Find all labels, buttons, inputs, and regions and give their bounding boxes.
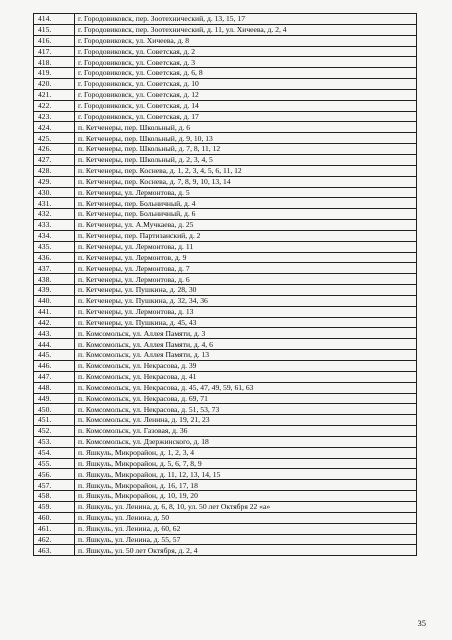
row-number: 421. (34, 89, 75, 100)
row-address: п. Яшкуль, ул. Ленина, д. 6, 8, 10, ул. 50 лет Октября 22 «а» (75, 501, 417, 512)
row-address: п. Кетченеры, ул. Лермонтов, д. 9 (75, 252, 417, 263)
row-number: 438. (34, 274, 75, 285)
table-row (34, 426, 417, 437)
table-row (34, 436, 417, 447)
table-row (34, 404, 417, 415)
row-address: п. Кетченеры, пер. Школьный, д. 7, 8, 11, 12 (75, 144, 417, 155)
row-address: п. Комсомольск, ул. Аллея Памяти, д. 3 (75, 328, 417, 339)
row-number: 451. (34, 415, 75, 426)
row-number: 444. (34, 339, 75, 350)
table-row (34, 111, 417, 122)
row-number: 416. (34, 35, 75, 46)
row-number: 457. (34, 480, 75, 491)
table-row (34, 285, 417, 296)
row-address: г. Городовиковск, ул. Советская, д. 12 (75, 89, 417, 100)
row-address: п. Яшкуль, Микрорайон, д. 11, 12, 13, 14, 15 (75, 469, 417, 480)
row-number: 447. (34, 371, 75, 382)
table-row (34, 295, 417, 306)
row-address: г. Городовиковск, ул. Советская, д. 3 (75, 57, 417, 68)
row-number: 427. (34, 154, 75, 165)
table-row (34, 350, 417, 361)
row-address: п. Комсомольск, ул. Некрасова, д. 41 (75, 371, 417, 382)
table-row (34, 198, 417, 209)
row-address: п. Кетченеры, ул. Лермонтова, д. 5 (75, 187, 417, 198)
row-address: п. Комсомольск, ул. Газовая, д. 36 (75, 426, 417, 437)
row-address: п. Кетченеры, ул. А.Мучкаева, д. 25 (75, 220, 417, 231)
table-row (34, 447, 417, 458)
row-address: п. Кетченеры, пер. Партизанский, д. 2 (75, 230, 417, 241)
table-row (34, 133, 417, 144)
table-row (34, 68, 417, 79)
table-row (34, 361, 417, 372)
row-address: г. Городовиковск, ул. Хичеева, д. 8 (75, 35, 417, 46)
row-address: г. Городовиковск, пер. Зоотехнический, д. 13, 15, 17 (75, 14, 417, 25)
row-address: п. Кетченеры, пер. Школьный, д. 9, 10, 13 (75, 133, 417, 144)
row-number: 425. (34, 133, 75, 144)
table-row (34, 209, 417, 220)
row-address: п. Яшкуль, ул. 50 лет Октября, д. 2, 4 (75, 545, 417, 556)
table-row (34, 220, 417, 231)
row-number: 442. (34, 317, 75, 328)
row-address: п. Кетченеры, ул. Пушкина, д. 45, 43 (75, 317, 417, 328)
table-row (34, 458, 417, 469)
row-address: п. Кетченеры, пер. Коснева, д. 7, 8, 9, 10, 13, 14 (75, 176, 417, 187)
row-address: п. Комсомольск, ул. Ленина, д. 19, 21, 23 (75, 415, 417, 426)
row-address: п. Яшкуль, Микрорайон, д. 1, 2, 3, 4 (75, 447, 417, 458)
row-address: г. Городовиковск, ул. Советская, д. 14 (75, 100, 417, 111)
table-row (34, 144, 417, 155)
row-number: 436. (34, 252, 75, 263)
table-row (34, 523, 417, 534)
row-number: 453. (34, 436, 75, 447)
table-row (34, 415, 417, 426)
table-row (34, 57, 417, 68)
row-number: 439. (34, 285, 75, 296)
row-number: 462. (34, 534, 75, 545)
row-address: п. Кетченеры, пер. Коснева, д. 1, 2, 3, 4, 5, 6, 11, 12 (75, 165, 417, 176)
table-row (34, 122, 417, 133)
row-address: п. Комсомольск, ул. Некрасова, д. 69, 71 (75, 393, 417, 404)
row-address: г. Городовиковск, ул. Советская, д. 10 (75, 79, 417, 90)
table-row (34, 480, 417, 491)
row-number: 435. (34, 241, 75, 252)
row-number: 454. (34, 447, 75, 458)
row-number: 434. (34, 230, 75, 241)
row-address: п. Комсомольск, ул. Некрасова, д. 45, 47, 49, 59, 61, 63 (75, 382, 417, 393)
row-number: 446. (34, 361, 75, 372)
row-number: 429. (34, 176, 75, 187)
table-row (34, 534, 417, 545)
row-number: 460. (34, 512, 75, 523)
row-address: п. Яшкуль, ул. Ленина, д. 60, 62 (75, 523, 417, 534)
row-number: 452. (34, 426, 75, 437)
row-address: п. Комсомольск, ул. Некрасова, д. 39 (75, 361, 417, 372)
row-number: 461. (34, 523, 75, 534)
row-address: п. Кетченеры, пер. Школьный, д. 6 (75, 122, 417, 133)
row-number: 414. (34, 14, 75, 25)
table-row (34, 241, 417, 252)
row-address: п. Яшкуль, Микрорайон, д. 10, 19, 20 (75, 491, 417, 502)
row-number: 459. (34, 501, 75, 512)
table-row (34, 79, 417, 90)
row-number: 423. (34, 111, 75, 122)
table-row (34, 176, 417, 187)
row-number: 449. (34, 393, 75, 404)
row-address: п. Кетченеры, ул. Пушкина, д. 28, 30 (75, 285, 417, 296)
table-row (34, 328, 417, 339)
row-address: п. Кетченеры, пер. Больничный, д. 4 (75, 198, 417, 209)
row-address: п. Комсомольск, ул. Некрасова, д. 51, 53, 73 (75, 404, 417, 415)
row-number: 440. (34, 295, 75, 306)
row-address: г. Городовиковск, ул. Советская, д. 2 (75, 46, 417, 57)
row-number: 448. (34, 382, 75, 393)
address-table-body (34, 14, 417, 556)
row-address: п. Кетченеры, ул. Лермонтова, д. 13 (75, 306, 417, 317)
row-number: 417. (34, 46, 75, 57)
row-number: 420. (34, 79, 75, 90)
row-number: 443. (34, 328, 75, 339)
row-number: 458. (34, 491, 75, 502)
table-row (34, 89, 417, 100)
row-number: 437. (34, 263, 75, 274)
table-row (34, 46, 417, 57)
table-row (34, 187, 417, 198)
table-row (34, 252, 417, 263)
table-row (34, 154, 417, 165)
table-row (34, 306, 417, 317)
table-row (34, 263, 417, 274)
row-address: п. Яшкуль, ул. Ленина, д. 50 (75, 512, 417, 523)
table-row (34, 24, 417, 35)
row-number: 422. (34, 100, 75, 111)
row-address: п. Яшкуль, Микрорайон, д. 5, 6, 7, 8, 9 (75, 458, 417, 469)
row-address: п. Яшкуль, Микрорайон, д. 16, 17, 18 (75, 480, 417, 491)
row-number: 432. (34, 209, 75, 220)
table-row (34, 274, 417, 285)
table-row (34, 339, 417, 350)
table-row (34, 382, 417, 393)
row-address: п. Кетченеры, ул. Пушкина, д. 32, 34, 36 (75, 295, 417, 306)
row-address: п. Кетченеры, пер. Школьный, д. 2, 3, 4, 5 (75, 154, 417, 165)
table-row (34, 317, 417, 328)
table-row (34, 501, 417, 512)
row-address: г. Городовиковск, пер. Зоотехнический, д. 11, ул. Хичеева, д. 2, 4 (75, 24, 417, 35)
table-row (34, 512, 417, 523)
row-number: 428. (34, 165, 75, 176)
row-address: п. Кетченеры, ул. Лермонтова, д. 7 (75, 263, 417, 274)
row-address: п. Комсомольск, ул. Дзержинского, д. 18 (75, 436, 417, 447)
row-number: 450. (34, 404, 75, 415)
table-row (34, 165, 417, 176)
row-number: 431. (34, 198, 75, 209)
page-number: 35 (417, 618, 426, 628)
row-number: 415. (34, 24, 75, 35)
row-number: 419. (34, 68, 75, 79)
table-row (34, 393, 417, 404)
row-number: 433. (34, 220, 75, 231)
row-number: 463. (34, 545, 75, 556)
row-address: п. Кетченеры, ул. Лермонтова, д. 6 (75, 274, 417, 285)
row-address: п. Комсомольск, ул. Аллея Памяти, д. 4, 6 (75, 339, 417, 350)
row-address: г. Городовиковск, ул. Советская, д. 17 (75, 111, 417, 122)
table-row (34, 100, 417, 111)
row-address: п. Комсомольск, ул. Аллея Памяти, д. 13 (75, 350, 417, 361)
row-number: 445. (34, 350, 75, 361)
row-number: 455. (34, 458, 75, 469)
table-row (34, 491, 417, 502)
table-row (34, 545, 417, 556)
row-address: п. Кетченеры, ул. Лермонтова, д. 11 (75, 241, 417, 252)
row-number: 430. (34, 187, 75, 198)
row-number: 441. (34, 306, 75, 317)
row-address: г. Городовиковск, ул. Советская, д. 6, 8 (75, 68, 417, 79)
row-number: 456. (34, 469, 75, 480)
table-row (34, 469, 417, 480)
table-row (34, 230, 417, 241)
address-table (33, 13, 417, 556)
row-number: 418. (34, 57, 75, 68)
row-number: 426. (34, 144, 75, 155)
table-row (34, 371, 417, 382)
table-row (34, 35, 417, 46)
table-row (34, 14, 417, 25)
row-address: п. Яшкуль, ул. Ленина, д. 55, 57 (75, 534, 417, 545)
row-number: 424. (34, 122, 75, 133)
row-address: п. Кетченеры, пер. Больничный, д. 6 (75, 209, 417, 220)
